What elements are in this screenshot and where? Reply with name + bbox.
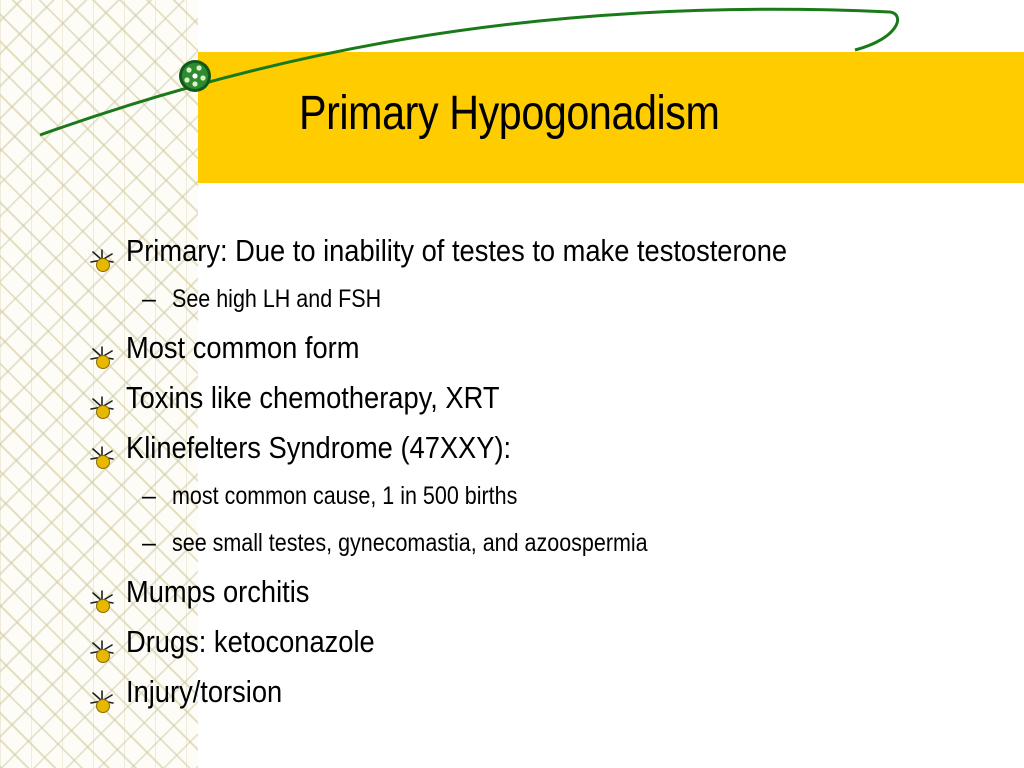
starburst-bullet-icon (88, 239, 116, 265)
starburst-bullet-icon (88, 386, 116, 412)
slide-title: Primary Hypogonadism (299, 87, 720, 140)
bullet-text: Most common form (126, 330, 360, 365)
bullet-text: Primary: Due to inability of testes to make testosterone (126, 233, 788, 268)
bullet-list (86, 226, 1006, 717)
sub-bullet-text: see small testes, gynecomastia, and azoospermia (172, 529, 648, 557)
sub-bullet-text: most common cause, 1 in 500 births (172, 482, 518, 510)
starburst-bullet-icon (88, 336, 116, 362)
dash-marker: – (142, 285, 156, 313)
bullet-item (86, 567, 1006, 617)
starburst-bullet-icon (88, 680, 116, 706)
sub-bullet-item (86, 473, 1006, 520)
bullet-item (86, 226, 1006, 276)
bullet-item (86, 617, 1006, 667)
bullet-item (86, 373, 1006, 423)
sub-bullet-item (86, 520, 1006, 567)
dash-marker: – (142, 482, 156, 510)
sub-bullet-item (86, 276, 1006, 323)
bullet-item (86, 323, 1006, 373)
bullet-text: Drugs: ketoconazole (126, 624, 375, 659)
sub-bullet-text: See high LH and FSH (172, 285, 382, 313)
dash-marker: – (142, 529, 156, 557)
bullet-text: Injury/torsion (126, 674, 283, 709)
starburst-bullet-icon (88, 580, 116, 606)
bullet-text: Mumps orchitis (126, 574, 310, 609)
bullet-item (86, 423, 1006, 473)
starburst-bullet-icon (88, 630, 116, 656)
bullet-item (86, 667, 1006, 717)
starburst-bullet-icon (88, 436, 116, 462)
bullet-text: Toxins like chemotherapy, XRT (126, 380, 500, 415)
bullet-text: Klinefelters Syndrome (47XXY): (126, 430, 512, 465)
